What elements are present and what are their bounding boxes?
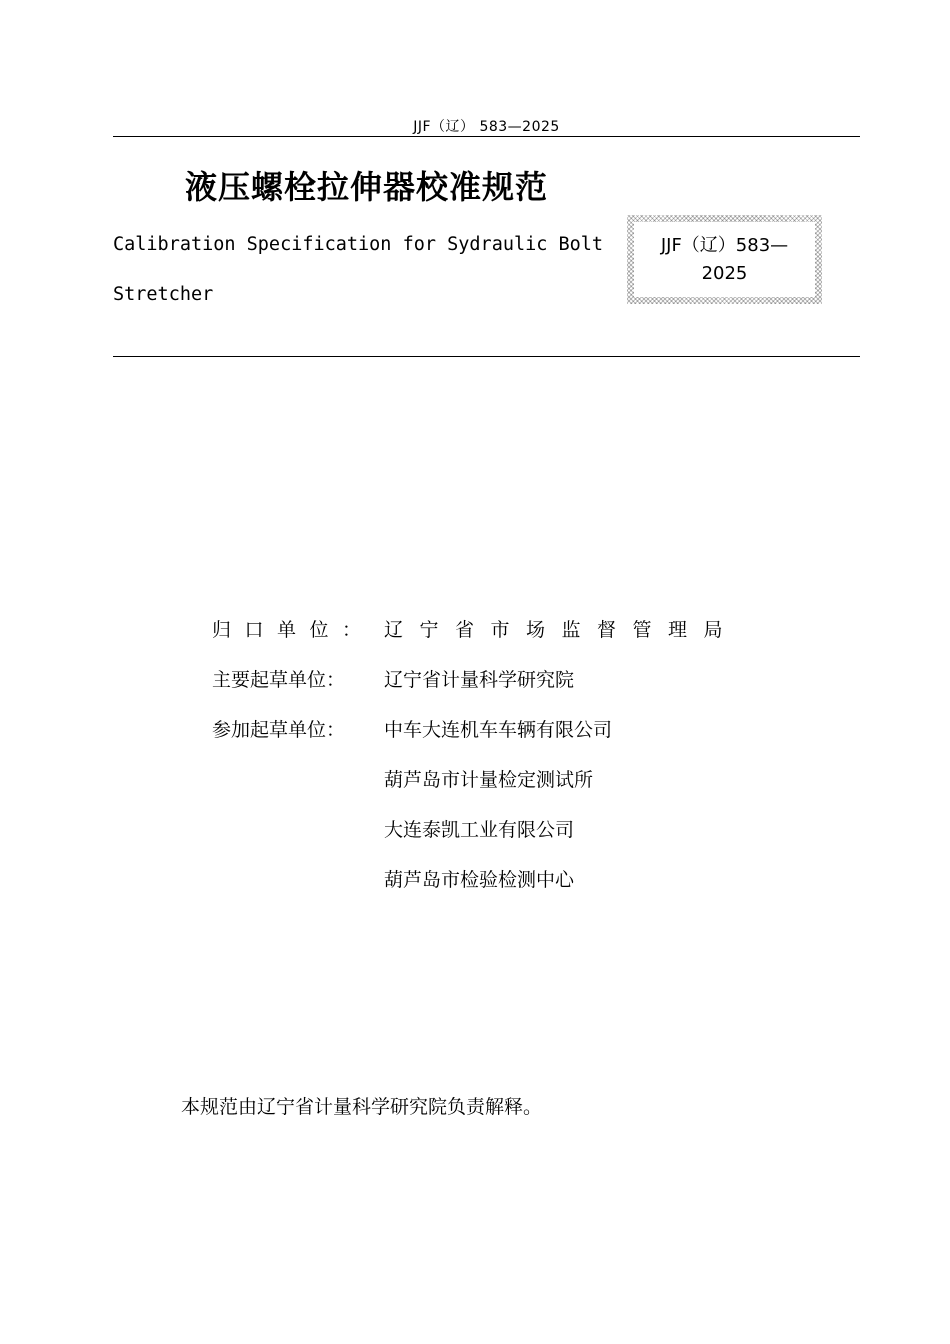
interpretation-note: 本规范由辽宁省计量科学研究院负责解释。 xyxy=(181,1096,543,1118)
header-standard-code: JJF（辽） 583—2025 xyxy=(413,119,560,135)
org-row-participant xyxy=(212,753,739,803)
title-rule xyxy=(113,356,860,357)
org-label-main-drafter: 主要起草单位： xyxy=(212,668,346,691)
title-chinese: 液压螺栓拉伸器校准规范 xyxy=(185,168,549,206)
title-english-line-2: Stretcher xyxy=(113,284,214,305)
org-row-responsible xyxy=(212,603,739,653)
org-value-participant: 中车大连机车车辆有限公司 xyxy=(384,718,613,741)
title-english-line-1: Calibration Specification for Sydraulic Bolt xyxy=(113,234,604,255)
title-english xyxy=(113,220,613,320)
standard-code-line-1: JJF（辽）583— xyxy=(660,234,789,256)
header-rule xyxy=(113,136,860,137)
org-row-participant xyxy=(212,703,739,753)
standard-code-line-2: 2025 xyxy=(701,262,748,284)
org-row-participant xyxy=(212,853,739,903)
org-label-responsible: 归口单位： xyxy=(212,618,375,641)
standard-code-box-inner xyxy=(634,222,815,297)
standard-code-box xyxy=(627,215,822,304)
org-value-responsible: 辽宁省市场监督管理局 xyxy=(384,618,740,641)
org-row-main-drafter xyxy=(212,653,739,703)
org-value-participant: 葫芦岛市检验检测中心 xyxy=(384,868,575,891)
organization-list xyxy=(212,603,739,903)
org-label-participants: 参加起草单位： xyxy=(212,718,346,741)
org-value-participant: 葫芦岛市计量检定测试所 xyxy=(384,768,594,791)
org-value-participant: 大连泰凯工业有限公司 xyxy=(384,818,575,841)
org-value-main-drafter: 辽宁省计量科学研究院 xyxy=(384,668,575,691)
org-row-participant xyxy=(212,803,739,853)
